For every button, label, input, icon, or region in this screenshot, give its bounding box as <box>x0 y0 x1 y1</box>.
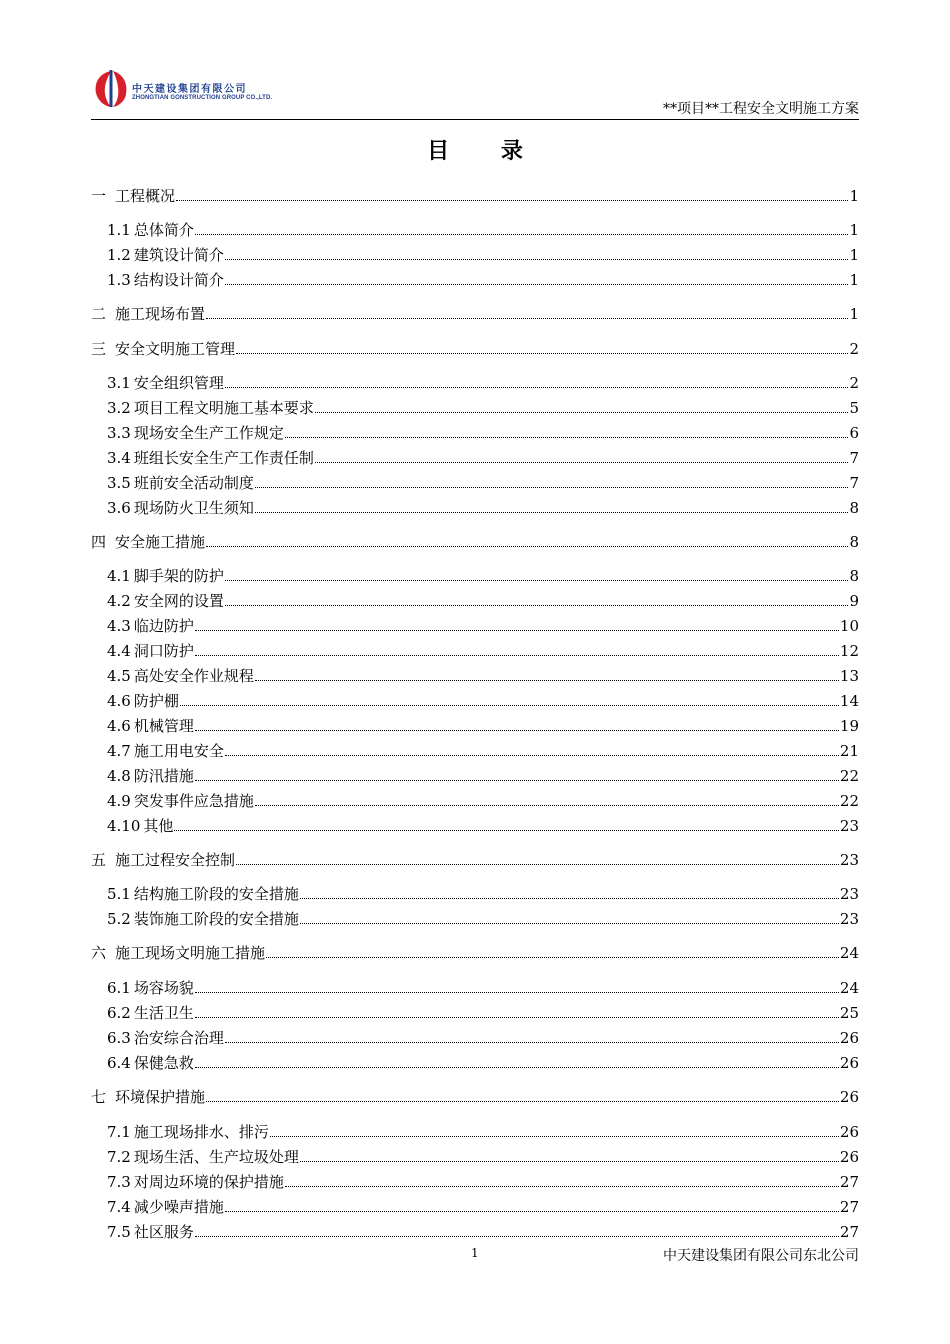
toc-entry-label <box>107 1147 299 1167</box>
toc-entry-number: 五 <box>91 851 107 869</box>
toc-section-entry[interactable] <box>91 396 859 418</box>
toc-section-entry[interactable] <box>91 1026 859 1048</box>
toc-entry-text: 保健急救 <box>133 1054 194 1072</box>
toc-page-number: 23 <box>839 885 859 903</box>
logo-english-name: ZHONGTIAN GONSTRUCTION GROUP CO.,LTD. <box>132 95 273 101</box>
toc-entry-label <box>91 339 235 359</box>
toc-dot-leader <box>206 1100 839 1102</box>
toc-page-number: 8 <box>849 567 859 585</box>
toc-page-number: 14 <box>839 692 859 710</box>
logo-chinese-name: 中天建设集团有限公司 <box>132 84 247 95</box>
toc-entry-text: 现场防火卫生须知 <box>133 499 254 517</box>
toc-entry-label <box>107 220 194 240</box>
toc-dot-leader <box>225 604 849 606</box>
toc-page-number: 12 <box>839 642 859 660</box>
toc-entry-label <box>107 1197 224 1217</box>
toc-entry-number: 6.1 <box>107 979 131 997</box>
toc-entry-number: 4.9 <box>107 792 131 810</box>
toc-dot-leader <box>225 258 849 260</box>
toc-page-number: 26 <box>839 1088 859 1106</box>
footer-company: 中天建设集团有限公司东北公司 <box>663 1248 859 1264</box>
toc-entry-number: 7.4 <box>107 1198 131 1216</box>
toc-entry-text: 安全组织管理 <box>133 374 224 392</box>
toc-entry-text: 结构施工阶段的安全措施 <box>133 885 299 903</box>
toc-entry-number: 七 <box>91 1088 107 1106</box>
toc-page-number: 1 <box>849 221 859 239</box>
toc-entry-number: 7.1 <box>107 1123 131 1141</box>
toc-entry-text: 安全文明施工管理 <box>115 340 236 358</box>
toc-entry-label <box>107 1172 284 1192</box>
toc-entry-number: 4.7 <box>107 742 131 760</box>
toc-section-entry[interactable] <box>91 882 859 904</box>
toc-entry-text: 其他 <box>143 817 174 835</box>
toc-entry-text: 环境保护措施 <box>115 1088 206 1106</box>
page-number: 1 <box>471 1246 479 1260</box>
toc-entry-number: 6.4 <box>107 1054 131 1072</box>
toc-entry-text: 洞口防护 <box>133 642 194 660</box>
toc-entry-label <box>91 1087 205 1107</box>
toc-entry-number: 3.5 <box>107 474 131 492</box>
toc-page-number: 27 <box>839 1198 859 1216</box>
toc-section-entry[interactable] <box>91 421 859 443</box>
toc-page-number: 26 <box>839 1029 859 1047</box>
toc-section-entry[interactable] <box>91 639 859 661</box>
toc-dot-leader <box>195 654 839 656</box>
toc-section-entry[interactable] <box>91 814 859 836</box>
toc-page-number: 1 <box>849 187 859 205</box>
toc-entry-text: 施工现场布置 <box>115 305 206 323</box>
toc-section-entry[interactable] <box>91 1195 859 1217</box>
toc-entry-text: 防护棚 <box>133 692 179 710</box>
toc-entry-number: 三 <box>91 340 107 358</box>
toc-entry-text: 安全网的设置 <box>133 592 224 610</box>
toc-entry-label <box>107 591 224 611</box>
toc-page-number: 6 <box>849 424 859 442</box>
toc-page-number: 23 <box>839 817 859 835</box>
toc-entry-label <box>91 850 235 870</box>
toc-entry-number: 7.5 <box>107 1223 131 1241</box>
toc-page-number: 7 <box>849 474 859 492</box>
toc-section-entry[interactable] <box>91 471 859 493</box>
toc-entry-text: 施工现场排水、排污 <box>133 1123 269 1141</box>
toc-section-entry[interactable] <box>91 1170 859 1192</box>
toc-dot-leader <box>255 679 839 681</box>
toc-entry-label <box>107 766 194 786</box>
toc-section-entry[interactable] <box>91 739 859 761</box>
toc-page-number: 19 <box>839 717 859 735</box>
toc-entry-text: 防汛措施 <box>133 767 194 785</box>
toc-chapter-entry[interactable] <box>91 337 859 359</box>
toc-dot-leader <box>225 1210 839 1212</box>
toc-section-entry[interactable] <box>91 371 859 393</box>
toc-page-number: 24 <box>839 979 859 997</box>
toc-dot-leader <box>195 1016 839 1018</box>
toc-dot-leader <box>315 411 849 413</box>
toc-section-entry[interactable] <box>91 976 859 998</box>
toc-entry-text: 施工现场文明施工措施 <box>115 944 266 962</box>
toc-page-number: 7 <box>849 449 859 467</box>
toc-entry-number: 1.3 <box>107 271 131 289</box>
toc-entry-text: 班前安全活动制度 <box>133 474 254 492</box>
toc-entry-text: 临边防护 <box>133 617 194 635</box>
toc-entry-text: 对周边环境的保护措施 <box>133 1173 284 1191</box>
toc-dot-leader <box>285 1185 839 1187</box>
toc-dot-leader <box>270 1135 839 1137</box>
toc-entry-label <box>107 791 254 811</box>
toc-entry-text: 安全施工措施 <box>115 533 206 551</box>
toc-page-number: 5 <box>849 399 859 417</box>
toc-entry-label <box>107 716 194 736</box>
toc-dot-leader <box>195 729 839 731</box>
toc-dot-leader <box>180 704 839 706</box>
toc-section-entry[interactable] <box>91 1120 859 1142</box>
toc-entry-number: 4.6 <box>107 717 131 735</box>
toc-entry-text: 建筑设计简介 <box>133 246 224 264</box>
toc-entry-number: 7.2 <box>107 1148 131 1166</box>
toc-entry-number: 一 <box>91 187 107 205</box>
toc-dot-leader <box>225 579 849 581</box>
toc-entry-number: 3.3 <box>107 424 131 442</box>
toc-entry-label <box>107 978 194 998</box>
toc-dot-leader <box>195 779 839 781</box>
toc-entry-label <box>107 641 194 661</box>
toc-chapter-entry[interactable] <box>91 1085 859 1107</box>
toc-dot-leader <box>206 545 848 547</box>
toc-entry-number: 4.10 <box>107 817 141 835</box>
toc-page-number: 9 <box>849 592 859 610</box>
toc-dot-leader <box>195 1066 839 1068</box>
toc-entry-number: 4.3 <box>107 617 131 635</box>
toc-dot-leader <box>255 511 849 513</box>
toc-entry-label <box>107 398 314 418</box>
toc-dot-leader <box>195 629 839 631</box>
toc-page-number: 27 <box>839 1173 859 1191</box>
toc-entry-number: 1.2 <box>107 246 131 264</box>
toc-page-number: 23 <box>839 910 859 928</box>
toc-entry-label <box>107 666 254 686</box>
toc-entry-number: 二 <box>91 305 107 323</box>
toc-dot-leader <box>176 199 848 201</box>
toc-entry-text: 结构设计简介 <box>133 271 224 289</box>
toc-dot-leader <box>266 956 839 958</box>
toc-entry-label <box>107 691 179 711</box>
toc-page-number: 22 <box>839 792 859 810</box>
toc-entry-number: 3.1 <box>107 374 131 392</box>
toc-chapter-entry[interactable] <box>91 302 859 324</box>
toc-entry-label <box>107 245 224 265</box>
toc-title: 目 录 <box>427 139 545 164</box>
toc-entry-number: 6.3 <box>107 1029 131 1047</box>
toc-page-number: 8 <box>849 533 859 551</box>
toc-section-entry[interactable] <box>91 689 859 711</box>
toc-page-number: 24 <box>839 944 859 962</box>
toc-entry-text: 减少噪声措施 <box>133 1198 224 1216</box>
toc-page-number: 13 <box>839 667 859 685</box>
toc-entry-text: 现场安全生产工作规定 <box>133 424 284 442</box>
toc-entry-text: 突发事件应急措施 <box>133 792 254 810</box>
header-divider <box>91 119 859 120</box>
toc-section-entry[interactable] <box>91 243 859 265</box>
toc-dot-leader <box>225 386 849 388</box>
toc-dot-leader <box>174 829 838 831</box>
toc-entry-label <box>91 304 205 324</box>
toc-page-number: 25 <box>839 1004 859 1022</box>
toc-entry-number: 7.3 <box>107 1173 131 1191</box>
toc-section-entry[interactable] <box>91 564 859 586</box>
toc-dot-leader <box>195 1235 839 1237</box>
toc-entry-label <box>107 423 284 443</box>
toc-entry-number: 4.8 <box>107 767 131 785</box>
toc-entry-text: 社区服务 <box>133 1223 194 1241</box>
toc-entry-label <box>91 943 265 963</box>
toc-section-entry[interactable] <box>91 268 859 290</box>
toc-dot-leader <box>285 436 849 438</box>
toc-entry-number: 1.1 <box>107 221 131 239</box>
toc-entry-text: 治安综合治理 <box>133 1029 224 1047</box>
toc-page-number: 26 <box>839 1123 859 1141</box>
toc-entry-label <box>107 373 224 393</box>
toc-section-entry[interactable] <box>91 907 859 929</box>
toc-section-entry[interactable] <box>91 789 859 811</box>
toc-entry-number: 6.2 <box>107 1004 131 1022</box>
toc-section-entry[interactable] <box>91 589 859 611</box>
toc-entry-text: 高处安全作业规程 <box>133 667 254 685</box>
toc-entry-label <box>107 448 314 468</box>
toc-entry-number: 3.4 <box>107 449 131 467</box>
toc-entry-label <box>91 186 175 206</box>
toc-entry-text: 装饰施工阶段的安全措施 <box>133 910 299 928</box>
toc-entry-number: 4.2 <box>107 592 131 610</box>
toc-entry-label <box>107 1003 194 1023</box>
toc-entry-number: 3.2 <box>107 399 131 417</box>
toc-page-number: 21 <box>839 742 859 760</box>
toc-section-entry[interactable] <box>91 664 859 686</box>
toc-page-number: 23 <box>839 851 859 869</box>
toc-entry-text: 场容场貌 <box>133 979 194 997</box>
toc-entry-text: 机械管理 <box>133 717 194 735</box>
toc-entry-text: 班组长安全生产工作责任制 <box>133 449 314 467</box>
toc-page-number: 1 <box>849 246 859 264</box>
company-logo <box>92 68 292 112</box>
toc-entry-text: 总体简介 <box>133 221 194 239</box>
toc-section-entry[interactable] <box>91 714 859 736</box>
toc-entry-label <box>107 741 224 761</box>
toc-entry-text: 生活卫生 <box>133 1004 194 1022</box>
toc-entry-label <box>107 473 254 493</box>
logo-mark-icon <box>92 68 130 108</box>
toc-dot-leader <box>255 804 839 806</box>
toc-section-entry[interactable] <box>91 446 859 468</box>
toc-entry-label <box>107 616 194 636</box>
toc-page-number: 8 <box>849 499 859 517</box>
toc-dot-leader <box>236 863 839 865</box>
toc-dot-leader <box>195 991 839 993</box>
toc-entry-label <box>107 270 224 290</box>
toc-dot-leader <box>206 317 848 319</box>
toc-entry-label <box>107 1222 194 1242</box>
toc-page-number: 10 <box>839 617 859 635</box>
toc-page-number: 1 <box>849 305 859 323</box>
toc-page-number: 27 <box>839 1223 859 1241</box>
toc-entry-text: 现场生活、生产垃圾处理 <box>133 1148 299 1166</box>
toc-entry-text: 脚手架的防护 <box>133 567 224 585</box>
toc-section-entry[interactable] <box>91 1220 859 1242</box>
toc-entry-label <box>107 884 299 904</box>
toc-chapter-entry[interactable] <box>91 530 859 552</box>
toc-dot-leader <box>255 486 849 488</box>
toc-page-number: 26 <box>839 1054 859 1072</box>
toc-entry-number: 四 <box>91 533 107 551</box>
toc-entry-number: 4.6 <box>107 692 131 710</box>
toc-section-entry[interactable] <box>91 1051 859 1073</box>
toc-entry-label <box>107 1122 269 1142</box>
toc-entry-label <box>107 1053 194 1073</box>
toc-entry-number: 3.6 <box>107 499 131 517</box>
toc-section-entry[interactable] <box>91 1145 859 1167</box>
toc-entry-label <box>91 532 205 552</box>
toc-entry-number: 4.5 <box>107 667 131 685</box>
toc-entry-text: 施工过程安全控制 <box>115 851 236 869</box>
toc-section-entry[interactable] <box>91 1001 859 1023</box>
toc-dot-leader <box>236 352 848 354</box>
toc-chapter-entry[interactable] <box>91 848 859 870</box>
toc-entry-label <box>107 566 224 586</box>
toc-page-number: 2 <box>849 374 859 392</box>
toc-section-entry[interactable] <box>91 764 859 786</box>
toc-entry-text: 工程概况 <box>115 187 176 205</box>
toc-entry-number: 5.2 <box>107 910 131 928</box>
toc-section-entry[interactable] <box>91 496 859 518</box>
toc-dot-leader <box>300 1160 839 1162</box>
toc-entry-number: 4.1 <box>107 567 131 585</box>
toc-dot-leader <box>300 922 839 924</box>
toc-entry-number: 4.4 <box>107 642 131 660</box>
toc-page-number: 22 <box>839 767 859 785</box>
toc-dot-leader <box>225 283 849 285</box>
toc-dot-leader <box>195 233 849 235</box>
toc-entry-text: 施工用电安全 <box>133 742 224 760</box>
toc-section-entry[interactable] <box>91 218 859 240</box>
toc-entry-text: 项目工程文明施工基本要求 <box>133 399 314 417</box>
toc-entry-number: 六 <box>91 944 107 962</box>
toc-page-number: 2 <box>849 340 859 358</box>
toc-page-number: 26 <box>839 1148 859 1166</box>
toc-section-entry[interactable] <box>91 614 859 636</box>
toc-chapter-entry[interactable] <box>91 941 859 963</box>
toc-dot-leader <box>300 897 839 899</box>
toc-chapter-entry[interactable] <box>91 184 859 206</box>
toc-entry-label <box>107 1028 224 1048</box>
toc-entry-label <box>107 498 254 518</box>
toc-entry-label <box>107 816 173 836</box>
toc-entry-number: 5.1 <box>107 885 131 903</box>
header-title: **项目**工程安全文明施工方案 <box>663 101 859 117</box>
toc-page-number: 1 <box>849 271 859 289</box>
toc-entry-label <box>107 909 299 929</box>
toc-dot-leader <box>315 461 849 463</box>
toc-dot-leader <box>225 1041 839 1043</box>
toc-dot-leader <box>225 754 839 756</box>
